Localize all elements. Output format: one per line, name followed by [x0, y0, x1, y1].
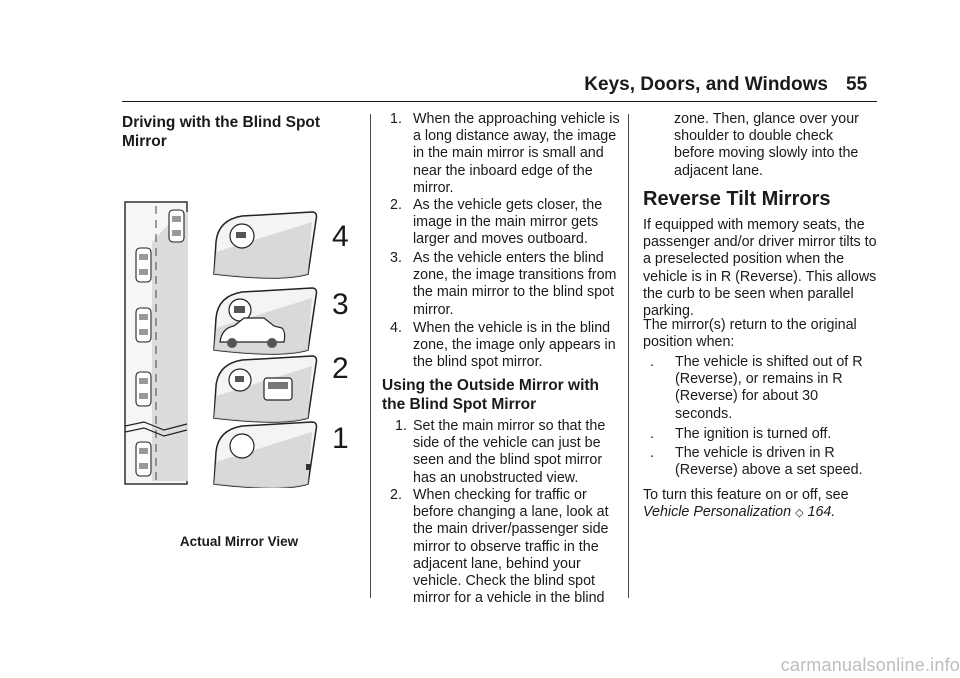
car-top-view-4: [136, 372, 151, 406]
road-illustration: [125, 202, 188, 484]
blind-spot-figure: [124, 196, 356, 488]
list-item: [390, 250, 622, 319]
list-item-number: 2.: [390, 487, 402, 503]
list-item-text: When checking for traffic or before changing a lane, look at the main driver/passenger side mirror to observe traffic in the adjacent lane, behind your vehicle. Check the blind spot mirror for a vehicle in the blind: [413, 487, 609, 607]
mirror-view-3: [214, 288, 317, 354]
list-item-number: 3.: [390, 250, 402, 266]
page-ref-icon: ◇: [795, 507, 804, 520]
list-item: [390, 197, 622, 249]
column-divider-2: [628, 114, 629, 598]
mirror-view-4: [214, 212, 317, 278]
list-item: [650, 354, 879, 423]
list-item: [390, 111, 622, 197]
list-item-number: 2.: [390, 197, 402, 213]
car-top-view-2: [136, 248, 151, 282]
header-rule: [122, 101, 877, 102]
bullet-marker: .: [650, 445, 654, 461]
vehicle-personalization-link[interactable]: Vehicle Personalization: [643, 504, 792, 521]
bullet-marker: .: [650, 354, 654, 370]
continuation-text: zone. Then, glance over your shoulder to double check before moving slowly into the adjacent lane.: [674, 111, 859, 179]
list-item: [650, 445, 879, 479]
list-item-text: When the vehicle is in the blind zone, the image only appears in the blind spot mirror.: [413, 320, 616, 371]
list-item-text: When the approaching vehicle is a long distance away, the image in the main mirror is small and near the inboard edge of the mirror.: [413, 111, 620, 196]
list-item-text: Set the main mirror so that the side of the vehicle can just be seen and the blind spot mirror has an unobstructed view.: [413, 418, 606, 486]
list-item: [390, 487, 622, 607]
list-item: [390, 320, 622, 372]
list-item-text: The ignition is turned off.: [675, 426, 832, 442]
paragraph-memory-seats: If equipped with memory seats, the passenger and/or driver mirror tilts to a preselected position when the vehicle is in R (Reverse). This allows the curb to be seen when parallel parking.: [643, 217, 877, 320]
mirror-view-1: [214, 422, 317, 488]
mirror-view-2: [214, 356, 317, 422]
car-top-view-5: [136, 442, 151, 476]
paragraph-personalization: [643, 487, 879, 522]
personalization-text: To turn this feature on or off, see: [643, 487, 849, 503]
section-title-blind-spot: Driving with the Blind Spot Mirror: [122, 114, 321, 150]
figure-label-3: 3: [332, 288, 349, 321]
list-item-number: 1.: [390, 111, 402, 127]
list-item: [650, 426, 879, 443]
figure-label-1: 1: [332, 422, 349, 455]
page-number: 55: [846, 74, 868, 95]
page-ref-number: 164.: [807, 504, 836, 521]
heading-reverse-tilt: Reverse Tilt Mirrors: [643, 188, 831, 210]
list-item-number: 1.: [395, 418, 407, 434]
list-item-text: The vehicle is driven in R (Reverse) above a set speed.: [675, 445, 863, 479]
figure-label-2: 2: [332, 352, 349, 385]
list-item-text: The vehicle is shifted out of R (Reverse), or remains in R (Reverse) for about 30 seconds.: [675, 354, 863, 422]
section-title-outside-mirror: Using the Outside Mirror with the Blind Spot Mirror: [382, 377, 600, 413]
watermark: carmanualsonline.info: [780, 655, 960, 675]
car-top-view-1: [169, 210, 184, 242]
car-top-view-3: [136, 308, 151, 342]
list-item-number: 4.: [390, 320, 402, 336]
list-item-text: As the vehicle enters the blind zone, the image transitions from the main mirror to the blind spot mirror.: [413, 250, 617, 318]
figure-label-4: 4: [332, 220, 349, 253]
list-item: [395, 418, 622, 487]
list-item-text: As the vehicle gets closer, the image in the main mirror gets larger and moves outboard.: [413, 197, 603, 248]
column-divider-1: [370, 114, 371, 598]
paragraph-return: The mirror(s) return to the original position when:: [643, 317, 857, 351]
bullet-marker: .: [650, 426, 654, 442]
running-header-title: Keys, Doors, and Windows: [584, 74, 828, 95]
figure-caption: Actual Mirror View: [179, 534, 299, 549]
